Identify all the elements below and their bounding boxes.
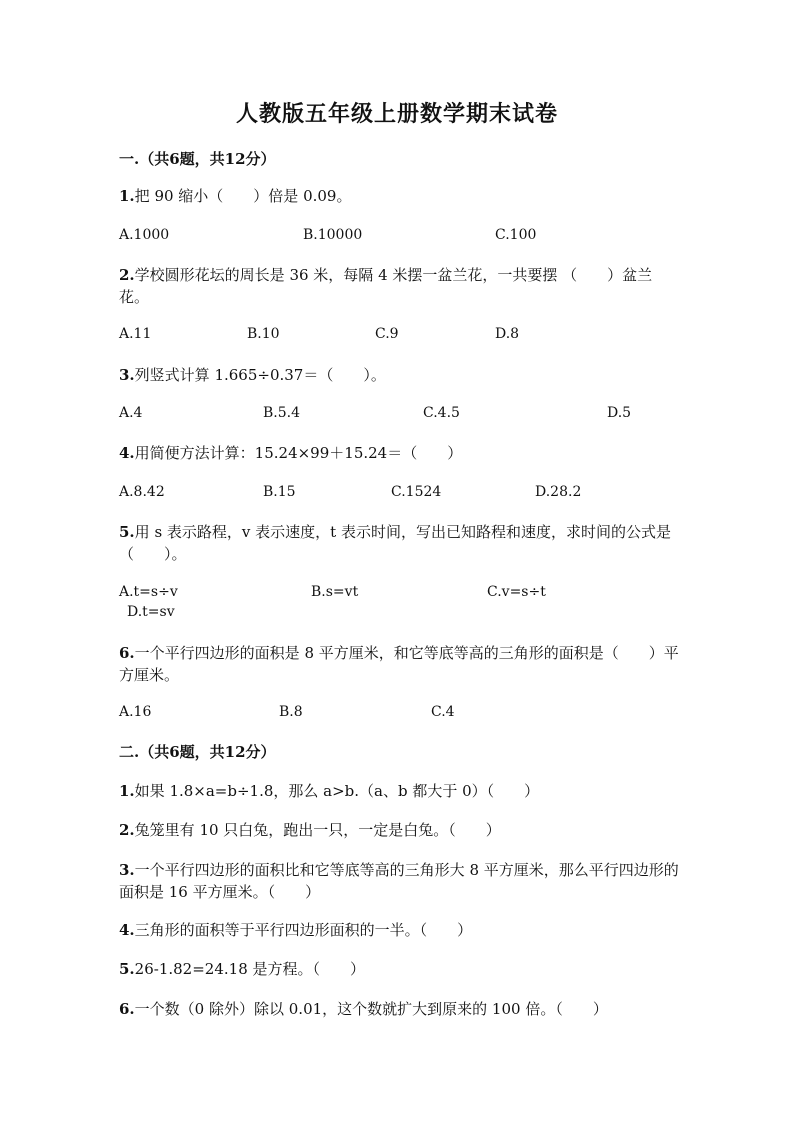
option-a: A.11 [119,326,152,342]
question-number: 2. [119,821,135,839]
question-text: 一个数（0 除外）除以 0.01，这个数就扩大到原来的 100 倍。（ ） [134,1000,608,1018]
question-1-1 [119,185,679,207]
option-c: C.4 [431,704,455,720]
question-text: 列竖式计算 1.665÷0.37＝（ ）。 [134,366,386,384]
question-1-3 [119,364,679,386]
option-a: A.16 [119,704,152,720]
question-text: 兔笼里有 10 只白兔，跑出一只，一定是白兔。（ ） [134,821,501,839]
option-d: D.t=sv [127,604,175,620]
question-number: 6. [119,1000,135,1018]
question-2-4 [119,919,679,941]
question-text: 三角形的面积等于平行四边形面积的一半。（ ） [134,921,473,939]
option-c: C.9 [375,326,399,342]
question-number: 4. [119,921,135,939]
question-2-2 [119,819,679,841]
question-text: 学校圆形花坛的周长是 36 米，每隔 4 米摆一盆兰花，一共要摆 （ ）盆兰花。 [119,266,653,306]
option-c: C.100 [495,227,537,243]
question-number: 3. [119,366,135,384]
option-c: C.1524 [391,484,442,500]
page-title: 人教版五年级上册数学期末试卷 [235,101,558,127]
section-2-heading: 二.（共6题，共12分） [119,743,276,761]
option-c: C.v=s÷t [487,584,546,600]
question-text: 一个平行四边形的面积比和它等底等高的三角形大 8 平方厘米，那么平行四边形的面积是 16 平方厘米。（ ） [119,861,679,901]
question-2-1 [119,780,679,802]
option-b: B.10 [247,326,280,342]
section-1-heading: 一.（共6题，共12分） [119,150,276,168]
question-1-4 [119,442,679,464]
question-text: 如果 1.8×a=b÷1.8，那么 a>b.（a、b 都大于 0）（ ） [134,782,540,800]
question-text: 用 s 表示路程，v 表示速度，t 表示时间，写出已知路程和速度，求时间的公式是（ ）。 [119,523,671,563]
question-text: 一个平行四边形的面积是 8 平方厘米，和它等底等高的三角形的面积是（ ）平方厘米。 [119,644,679,684]
question-number: 6. [119,644,135,662]
option-b: B.s=vt [311,584,359,600]
question-2-3 [119,859,679,903]
question-1-2 [119,264,679,308]
option-a: A.4 [119,405,143,421]
question-number: 1. [119,187,135,205]
question-1-6 [119,642,679,686]
question-2-5 [119,958,679,980]
option-d: D.5 [607,405,632,421]
option-b: B.10000 [303,227,363,243]
option-a: A.1000 [119,227,170,243]
question-text: 用简便方法计算：15.24×99＋15.24＝（ ） [134,444,463,462]
option-a: A.8.42 [119,484,165,500]
option-b: B.15 [263,484,296,500]
question-1-5 [119,521,679,565]
question-number: 5. [119,523,135,541]
option-a: A.t=s÷v [119,584,178,600]
option-b: B.5.4 [263,405,301,421]
question-number: 5. [119,960,135,978]
option-d: D.28.2 [535,484,582,500]
question-number: 2. [119,266,135,284]
option-c: C.4.5 [423,405,460,421]
question-text: 26-1.82=24.18 是方程。（ ） [134,960,366,978]
question-number: 3. [119,861,135,879]
question-number: 4. [119,444,135,462]
option-b: B.8 [279,704,303,720]
option-d: D.8 [495,326,520,342]
question-text: 把 90 缩小（ ）倍是 0.09。 [134,187,352,205]
question-2-6 [119,998,679,1020]
question-number: 1. [119,782,135,800]
